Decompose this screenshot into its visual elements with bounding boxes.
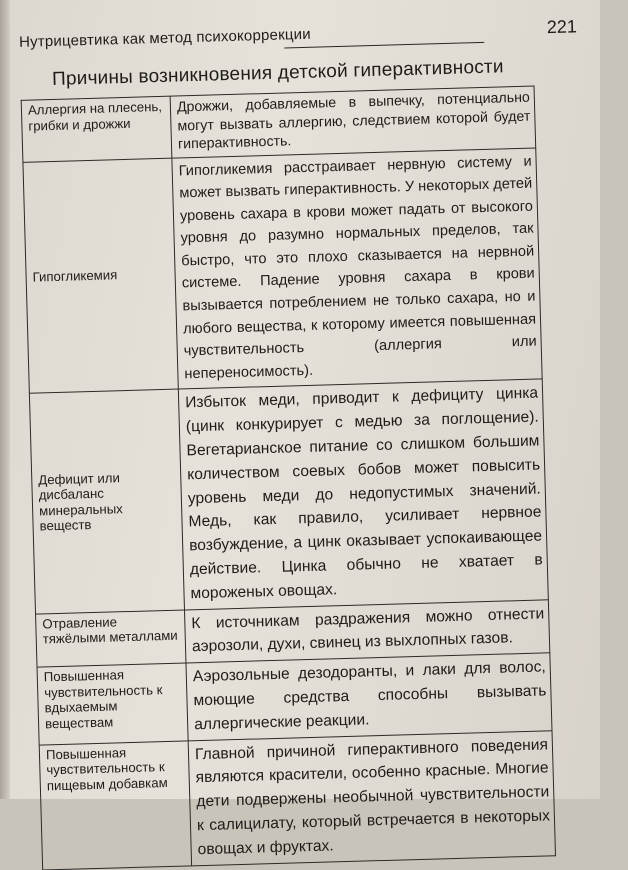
table-row — [37, 653, 552, 745]
cause-cell: Повышенная чувствительность к пищевым добавкам — [39, 741, 191, 870]
description-cell: К источникам раздражения можно отнести аэрозоли, духи, свинец из выхлопных газов. — [184, 599, 549, 663]
cause-cell: Дефицит или дисбаланс минеральных веществ — [29, 389, 184, 613]
page-number: 221 — [546, 16, 578, 38]
description-cell: Аэрозольные дезодоранты, и лаки для волос, моющие средства способны вызывать аллергические реакции. — [186, 653, 552, 741]
cause-cell: Отравление тяжёлыми металлами — [36, 610, 186, 668]
table-row — [23, 147, 542, 393]
table-row — [39, 730, 555, 869]
running-head-rule — [284, 42, 484, 49]
description-cell: Гипогликемия расстраивает нервную систему и может вызвать гиперактивность. У некоторых детей уровень сахара в крови может падать от высокого уровня до разумно нормальных пределов, так быстро, что это плохо сказывается на нервной системе. Падение уровня сахара в крови вызывается потреблением не только сахара, но и любого вещества, к которому имеется повышенная чувствительность (аллергия или непереносимость). — [172, 147, 542, 389]
cause-cell: Повышенная чувствительность к вдыхаемым веществам — [37, 663, 188, 745]
running-head-title: Нутрицевтика как метод психокоррекции — [18, 25, 312, 51]
page-sheet — [14, 0, 626, 858]
book-gutter — [0, 0, 10, 799]
causes-table — [21, 85, 556, 870]
description-cell: Избыток меди, приводит к дефициту цинка (цинк конкурирует с медью за поглощение). Вегетарианское питание со слишком большим количеством соевых бобов может повысить уровень меди до недопустимых значений. Медь, как правило, усиливает нервное возбуждение, а цинк оказывает успокаивающее действие. Цинка обычно не хватает в мороженых овощах. — [178, 379, 548, 609]
description-cell: Главной причиной гиперактивного поведения являются красители, особенно красные. Многие дети подвержены необычной чувствительности к салицилату, который встречается в некоторых овощах и фруктах. — [188, 730, 555, 865]
table-row — [29, 379, 548, 613]
cause-cell: Гипогликемия — [23, 158, 178, 394]
table-title: Причины возникновения детской гиперактивности — [51, 56, 504, 90]
running-head — [19, 12, 586, 56]
description-cell: Дрожжи, добавляемые в выпечку, потенциально могут вызвать аллергию, следствием которой будет гиперактивность. — [170, 86, 536, 158]
cause-cell: Аллергия на плесень, грибки и дрожжи — [21, 96, 172, 162]
